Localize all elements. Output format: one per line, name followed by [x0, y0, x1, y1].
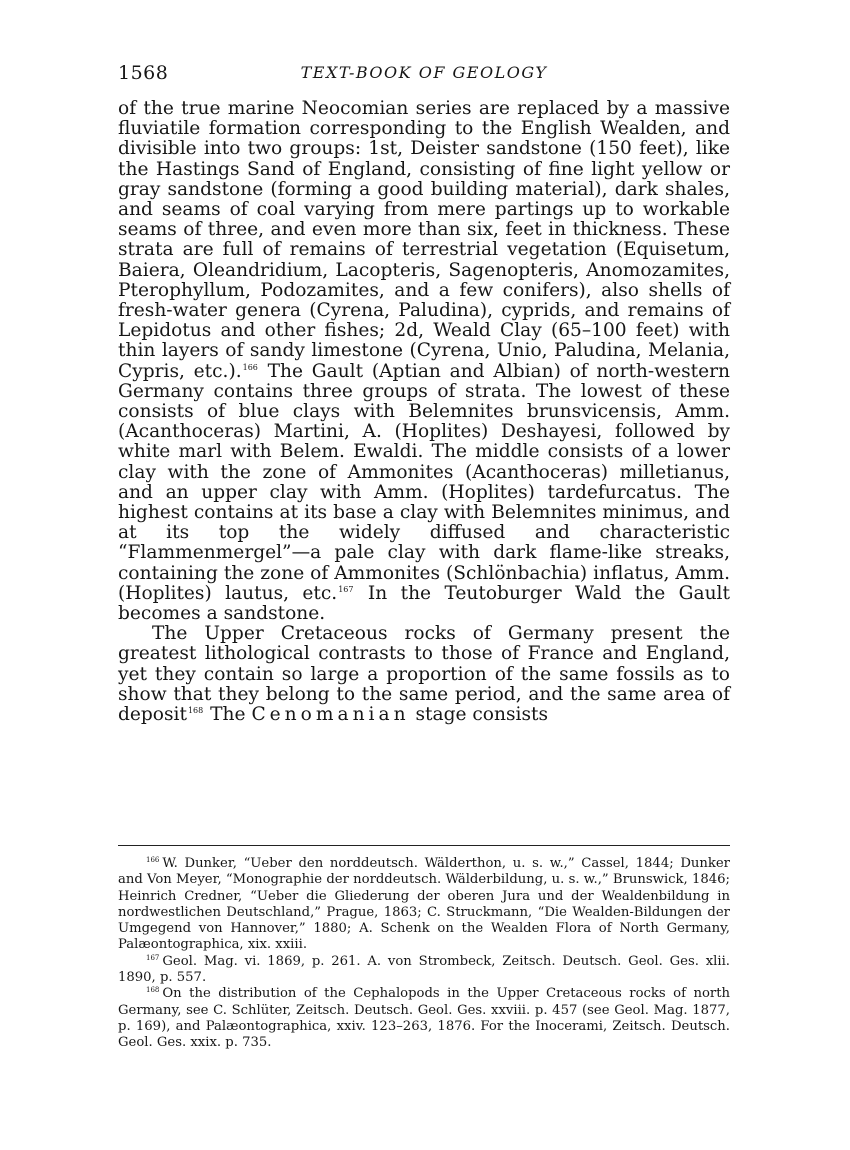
running-title: TEXT-BOOK OF GEOLOGY	[300, 63, 548, 82]
paragraph-text: The Gault (Aptian and Albian) of north-western Germany contains three groups of strata. The lowest of these consists of blue clays with Belemnites brunsvicensis, Amm. (Acanthoceras) Martini, A. (Hoplites) Deshayesi, followed by white marl with Belem. Ewaldi. The middle consists of a lower clay with the zone of Ammonites (Acanthoceras) milletianus, and an upper clay with Amm. (Hoplites) tardefurcatus. The highest contains at its base a clay with Belemnites minimus, and at its top the widely diffused and characteristic “Flammenmergel”—a pale clay with dark flame-like streaks, containing the zone of Ammonites (Schlönbachia) inflatus, Amm. (Hoplites) lautus, etc.	[118, 360, 730, 604]
paragraph-text: In the Teutoburger Wald the Gault becomes a sandstone.	[118, 582, 730, 625]
paragraph-text: stage consists	[409, 704, 549, 726]
footnote-ref-167: 167	[338, 584, 354, 594]
body-text	[118, 99, 730, 725]
paragraph-text: The	[204, 704, 252, 726]
paragraph-upper-cretaceous	[118, 624, 730, 725]
page-number: 1568	[118, 62, 169, 84]
footnote-number: 167	[146, 953, 160, 962]
footnote-167	[118, 954, 730, 987]
footnote-ref-168: 168	[187, 706, 204, 716]
footnotes	[118, 856, 730, 1052]
footnote-text: Geol. Mag. vi. 1869, p. 261. A. von Strombeck, Zeitsch. Deutsch. Geol. Ges. xlii. 1890, p. 557.	[118, 953, 730, 986]
footnote-ref-166: 166	[242, 362, 258, 372]
paragraph-text: The Upper Cretaceous rocks of Germany present the greatest lithological contrasts to those of France and England, yet they contain so large a proportion of the same fossils as to show that they belong to the same period, and the same area of deposit	[118, 623, 730, 726]
footnote-number: 168	[146, 986, 160, 995]
footnote-168	[118, 986, 730, 1051]
paragraph-neocomian-gault	[118, 99, 730, 624]
footnote-divider	[118, 845, 730, 846]
footnote-166	[118, 856, 730, 954]
stage-name: Cenomanian	[251, 704, 410, 726]
footnote-text: On the distribution of the Cephalopods in the Upper Cretaceous rocks of north Germany, see C. Schlüter, Zeitsch. Deutsch. Geol. Ges. xxviii. p. 457 (see Geol. Mag. 1877, p. 169), and Palæontographica, xxiv. 123–263, 1876. For the Inocerami, Zeitsch. Deutsch. Geol. Ges. xxix. p. 735.	[118, 986, 730, 1051]
paragraph-text: of the true marine Neocomian series are replaced by a massive fluviatile formation corresponding to the English Wealden, and divisible into two groups: 1st, Deister sandstone (150 feet), like the Hastings Sand of England, consisting of fine light yellow or gray sandstone (forming a good building material), dark shales, and seams of coal varying from mere partings up to workable seams of three, and even more than six, feet in thickness. These strata are full of remains of terrestrial vegetation (Equisetum, Baiera, Oleandridium, Lacopteris, Sagenopteris, Anomozamites, Pterophyllum, Podozamites, and a few conifers), also shells of fresh-water genera (Cyrena, Paludina), cyprids, and remains of Lepidotus and other fishes; 2d, Weald Clay (65–100 feet) with thin layers of sandy limestone (Cyrena, Unio, Paludina, Melania, Cypris, etc.).	[118, 98, 730, 382]
footnote-text: W. Dunker, “Ueber den norddeutsch. Wälderthon, u. s. w.,” Cassel, 1844; Dunker and Von Meyer, “Monographie der norddeutsch. Wälderbildung, u. s. w.,” Brunswick, 1846; Heinrich Credner, “Ueber die Gliederung der oberen Jura und der Wealdenbildung in nordwestlichen Deutschland,” Prague, 1863; C. Struckmann, “Die Wealden-Bildungen der Umgegend von Hannover,” 1880; A. Schenk on the Wealden Flora of North Germany, Palæontographica, xix. xxiii.	[118, 856, 730, 953]
page-header	[118, 62, 730, 92]
footnote-number: 166	[146, 856, 160, 864]
